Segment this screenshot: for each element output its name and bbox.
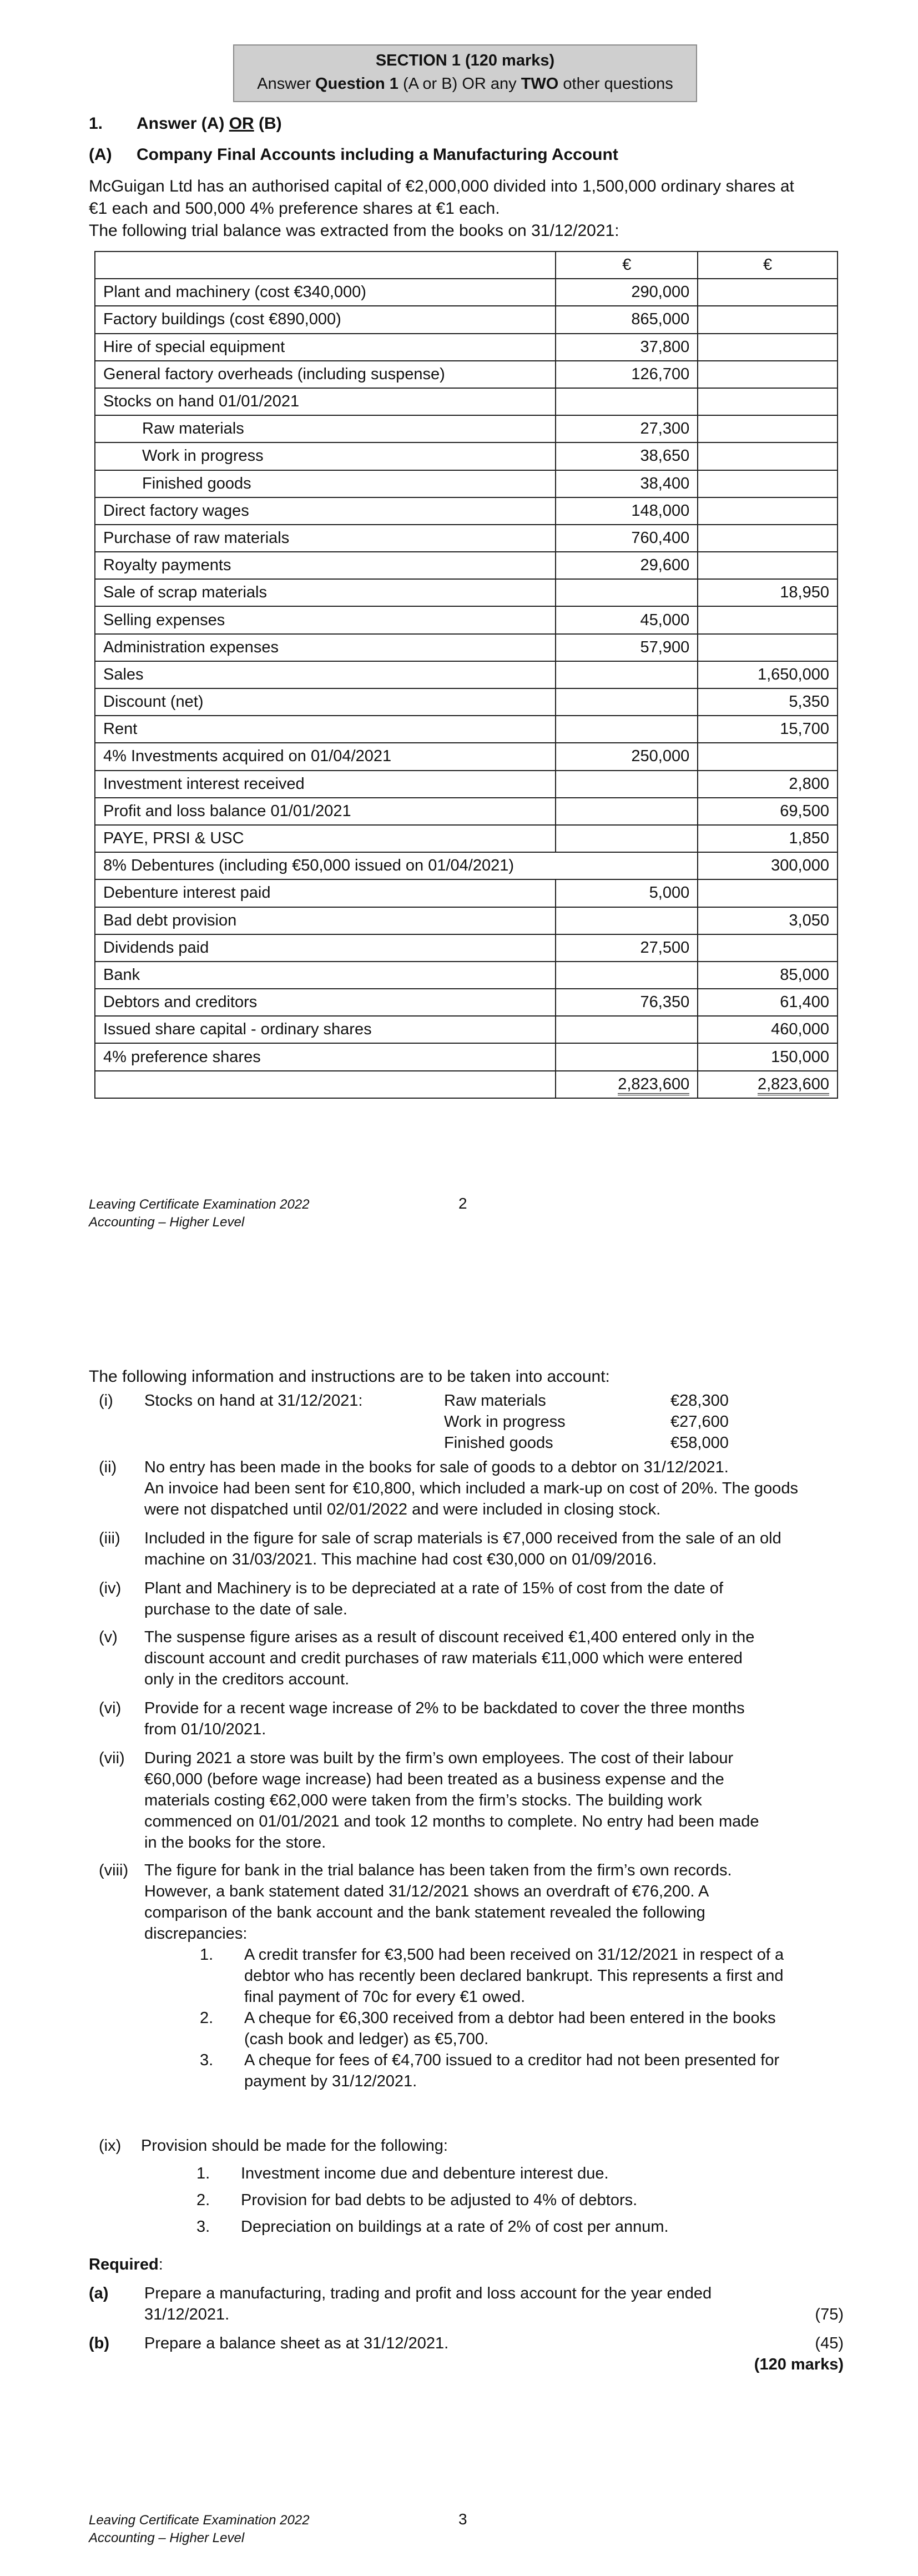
row-credit: [698, 879, 838, 907]
row-debit: [556, 962, 698, 989]
stock-name: Raw materials: [444, 1392, 546, 1410]
instruction-ix: (ix) Provision should be made for the following: 1. Investment income due and debenture interest due. 2. Provision for bad debts to be adjusted to 4% of debtors. 3. Depreciation on buildings at a rate of 2% of cost per annum.: [89, 2135, 855, 2268]
row-debit: 29,600: [556, 552, 698, 579]
total-debit: 2,823,600: [618, 1075, 689, 1095]
row-credit: [698, 361, 838, 388]
trial-balance-row: [95, 525, 838, 552]
footer: Leaving Certificate Examination 2022 Accounting – Higher Level: [89, 1197, 310, 1230]
row-label: Profit and loss balance 01/01/2021: [95, 798, 556, 825]
trial-balance-row: [95, 879, 838, 907]
row-debit: [556, 661, 698, 688]
trial-balance-row: [95, 415, 838, 442]
stock-row: [444, 1390, 777, 1411]
row-credit: [698, 497, 838, 525]
page-2: [0, 0, 918, 1277]
page-3: The following information and instructions are to be taken into account: (i) Stocks on hand at 31/12/2021: Raw materials €28,300 Work in progress €27,600 Finished goods €58,000 (ii) No entry has been made in the books for sale of goods to a debtor on 31/12/2021. An invoice had been sent for €10,800, which included a mark-up on cost of 20%. The goods were not dispatched until 02/01/2022 and were included in closing stock. (iii) Included in the figure for sale of scrap materials is €7,000 received from the sale of an old machine on 31/03/2021. This machine had cost €30,000 on 01/09/2016. (iv) Plant and Machinery is to be depreciated at a rate of 15% of cost from the date of purchase to the date of sale. (v) The suspense figure arises as a result of discount received €1,400 entered only in the discount account and credit purchases of raw materials €11,000 which were entered only in the creditors account. (vi) Provide for a recent wage increase of 2% to be backdated to cover the three months from 01/10/2021. (vii) During 2021 a store was built by the firm’s own employees. The cost of their labour €60,000 (before wage increase) had been treated as a business expense and the materials costing €62,000 were taken from the firm’s stocks. The building work commenced on 01/01/2021 and took 12 months to complete. No entry had been made in the books for the store. (viii) The figure for bank in the trial balance has been taken from the firm’s own records. However, a bank statement dated 31/12/2021 shows an overdraft of €76,200. A comparison of the bank account and the bank statement revealed the following discrepancies: 1. A credit transfer for €3,500 had been received on 31/12/2021 in respect of a debtor who has recently been declared bankrupt. This represents a first and final payment of 70c for every €1 owed. 2. A cheque for €6,300 received from a debtor had been entered in the books (cash book and ledger) as €5,700. 3. A cheque for fees of €4,700 issued to a creditor had not been presented for payment by 31/12/2021. (ix) Provision should be made for the following: 1. Investment income due and debenture interest due. 2. Provision for bad debts to be adjusted to 4% of debtors. 3. Depreciation on buildings at a rate of 2% of cost per annum. Required: (a) Prepare a manufacturing, trading and profit and loss account for the year ended 31/12/2021. (75) (b) Prepare a balance sheet as at 31/12/2021. (45) (120 marks) Leaving Certificate Examination 2022 Accounting – Higher Level 3: [0, 1332, 918, 2576]
required-section: Required: (a) Prepare a manufacturing, trading and profit and loss account for the year ended 31/12/2021. (75) (b) Prepare a balance sheet as at 31/12/2021. (45) (120 marks): [89, 2254, 844, 2375]
row-debit: [556, 825, 698, 852]
row-credit: [698, 279, 838, 306]
row-label: Direct factory wages: [95, 497, 556, 525]
row-credit: 61,400: [698, 989, 838, 1016]
trial-balance-row: [95, 361, 838, 388]
row-credit: 150,000: [698, 1043, 838, 1070]
stock-value: €28,300: [670, 1392, 729, 1410]
row-label: Factory buildings (cost €890,000): [95, 306, 556, 333]
row-label: Stocks on hand 01/01/2021: [95, 388, 556, 415]
row-debit: [556, 907, 698, 934]
trial-balance-row: [95, 716, 838, 743]
row-credit: [698, 606, 838, 633]
row-credit: 5,350: [698, 688, 838, 716]
row-debit: 760,400: [556, 525, 698, 552]
row-debit: [556, 688, 698, 716]
row-credit: [698, 552, 838, 579]
row-label: Bank: [95, 962, 556, 989]
row-debit: [556, 1016, 698, 1043]
row-credit: 18,950: [698, 579, 838, 606]
stock-value: €27,600: [670, 1413, 729, 1431]
row-debit: [556, 1043, 698, 1070]
row-label: 4% Investments acquired on 01/04/2021: [95, 743, 556, 770]
viii-subitem: 2. A cheque for €6,300 received from a debtor had been entered in the books (cash book and ledger) as €5,700.: [200, 2009, 776, 2048]
trial-balance-row: [95, 497, 838, 525]
row-credit: 85,000: [698, 962, 838, 989]
row-label: Rent: [95, 716, 556, 743]
row-credit: 1,850: [698, 825, 838, 852]
stock-value: €58,000: [670, 1434, 729, 1452]
required-a: (a) Prepare a manufacturing, trading and profit and loss account for the year ended 31/12/2021. (75): [89, 2283, 844, 2325]
row-label: Selling expenses: [95, 606, 556, 633]
trial-balance-row: [95, 743, 838, 770]
marks-b: (45): [815, 2334, 844, 2352]
row-label: Purchase of raw materials: [95, 525, 556, 552]
stock-row: [444, 1432, 777, 1453]
trial-balance-total-row: [95, 1071, 838, 1098]
trial-balance-row: [95, 688, 838, 716]
trial-balance-row: [95, 552, 838, 579]
part-a-label: (A): [89, 145, 112, 164]
row-label: Debenture interest paid: [95, 879, 556, 907]
stocks-label: Stocks on hand at 31/12/2021:: [144, 1392, 363, 1410]
trial-balance-row: [95, 907, 838, 934]
row-label: General factory overheads (including suspense): [95, 361, 556, 388]
row-label: 4% preference shares: [95, 1043, 556, 1070]
viii-sublist: [200, 1944, 855, 2092]
trial-balance-row: [95, 962, 838, 989]
trial-balance-table: [94, 251, 838, 1099]
row-credit: 69,500: [698, 798, 838, 825]
row-credit: 15,700: [698, 716, 838, 743]
trial-balance-row: [95, 579, 838, 606]
row-label: Raw materials: [95, 415, 556, 442]
row-credit: [698, 306, 838, 333]
trial-balance-row: [95, 989, 838, 1016]
trial-balance-row: [95, 306, 838, 333]
trial-balance-row: [95, 934, 838, 962]
row-credit: [698, 388, 838, 415]
page-number: 3: [458, 2510, 467, 2528]
ix-subitem: 1. Investment income due and debenture interest due.: [196, 2165, 609, 2182]
trial-balance-row: [95, 442, 838, 470]
page-number: 2: [458, 1195, 467, 1212]
row-label: Royalty payments: [95, 552, 556, 579]
row-debit: [556, 388, 698, 415]
row-credit: [698, 743, 838, 770]
row-label: Issued share capital - ordinary shares: [95, 1016, 556, 1043]
row-debit: 38,650: [556, 442, 698, 470]
trial-balance-row: [95, 334, 838, 361]
row-debit: 37,800: [556, 334, 698, 361]
footer: Leaving Certificate Examination 2022 Accounting – Higher Level: [89, 2513, 310, 2545]
row-label: Debtors and creditors: [95, 989, 556, 1016]
stock-row: [444, 1411, 777, 1432]
total-marks: (120 marks): [754, 2356, 844, 2373]
marks-a: (75): [815, 2306, 844, 2323]
info-intro: The following information and instructions are to be taken into account:: [89, 1367, 610, 1386]
trial-balance-row: [95, 825, 838, 852]
row-credit: [698, 934, 838, 962]
row-label: Sales: [95, 661, 556, 688]
row-debit: 126,700: [556, 361, 698, 388]
stock-name: Finished goods: [444, 1434, 553, 1452]
row-debit: 57,900: [556, 634, 698, 661]
row-debit: [556, 771, 698, 798]
trial-balance-row: [95, 661, 838, 688]
stock-name: Work in progress: [444, 1413, 566, 1431]
row-debit: 865,000: [556, 306, 698, 333]
row-debit: [556, 716, 698, 743]
trial-balance-row: [95, 279, 838, 306]
row-credit: 1,650,000: [698, 661, 838, 688]
row-credit: [698, 334, 838, 361]
section-banner: [233, 44, 697, 102]
row-credit: [698, 415, 838, 442]
row-credit: [698, 470, 838, 497]
row-credit: [698, 525, 838, 552]
required-b: (b) Prepare a balance sheet as at 31/12/2021. (45): [89, 2333, 844, 2354]
row-label: Plant and machinery (cost €340,000): [95, 279, 556, 306]
trial-balance-row: [95, 606, 838, 633]
trial-balance-row: [95, 771, 838, 798]
row-debit: [556, 798, 698, 825]
row-label: Hire of special equipment: [95, 334, 556, 361]
row-label: PAYE, PRSI & USC: [95, 825, 556, 852]
row-credit: [698, 442, 838, 470]
row-debit: 38,400: [556, 470, 698, 497]
trial-balance-row: [95, 634, 838, 661]
row-credit: 300,000: [698, 852, 838, 879]
trial-balance-row: [95, 798, 838, 825]
viii-subitem: 3. A cheque for fees of €4,700 issued to a creditor had not been presented for payment by 31/12/2021.: [200, 2051, 780, 2090]
trial-balance-row: [95, 1016, 838, 1043]
row-label: Investment interest received: [95, 771, 556, 798]
row-credit: 2,800: [698, 771, 838, 798]
trial-balance-row: [95, 388, 838, 415]
trial-balance-row: [95, 470, 838, 497]
ix-subitem: 3. Depreciation on buildings at a rate of 2% of cost per annum.: [196, 2218, 669, 2236]
row-label: Work in progress: [95, 442, 556, 470]
row-label: Sale of scrap materials: [95, 579, 556, 606]
total-credit: 2,823,600: [758, 1075, 829, 1095]
row-debit: 76,350: [556, 989, 698, 1016]
row-debit: 5,000: [556, 879, 698, 907]
debit-column-header: €: [556, 251, 698, 279]
row-label: Dividends paid: [95, 934, 556, 962]
row-label: Discount (net): [95, 688, 556, 716]
row-debit: [556, 579, 698, 606]
trial-balance-row: [95, 852, 838, 879]
row-credit: [698, 634, 838, 661]
required-title: Required: [89, 2256, 159, 2273]
section-title: SECTION 1 (120 marks): [375, 52, 555, 69]
row-credit: 460,000: [698, 1016, 838, 1043]
row-label: Finished goods: [95, 470, 556, 497]
viii-subitem: 1. A credit transfer for €3,500 had been received on 31/12/2021 in respect of a debtor who has recently been declared bankrupt. This represents a first and final payment of 70c for every €1 owed.: [200, 1946, 784, 2006]
intro-text: McGuigan Ltd has an authorised capital of €2,000,000 divided into 1,500,000 ordinary shares at €1 each and 500,000 4% preference shares at €1 each. The following trial balance was extracted from the books on 31/12/2021:: [89, 177, 794, 240]
row-debit: 27,500: [556, 934, 698, 962]
row-debit: 45,000: [556, 606, 698, 633]
row-label: 8% Debentures (including €50,000 issued on 01/04/2021): [95, 852, 698, 879]
trial-balance-header: [95, 251, 838, 279]
row-debit: 27,300: [556, 415, 698, 442]
row-credit: 3,050: [698, 907, 838, 934]
stocks-list: [444, 1390, 777, 1453]
row-label: Bad debt provision: [95, 907, 556, 934]
credit-column-header: €: [698, 251, 838, 279]
question-instruction: Answer (A) OR (B): [137, 114, 282, 133]
row-debit: 290,000: [556, 279, 698, 306]
ix-subitem: 2. Provision for bad debts to be adjusted to 4% of debtors.: [196, 2191, 638, 2209]
row-debit: 250,000: [556, 743, 698, 770]
question-number: 1.: [89, 114, 103, 133]
row-debit: 148,000: [556, 497, 698, 525]
trial-balance-row: [95, 1043, 838, 1070]
section-instruction: Answer Question 1 (A or B) OR any TWO other questions: [257, 75, 673, 93]
instruction-i: (i) Stocks on hand at 31/12/2021: Raw materials €28,300 Work in progress €27,600 Finished goods €58,000: [89, 1390, 855, 1457]
part-a-title: Company Final Accounts including a Manufacturing Account: [137, 145, 618, 164]
row-label: Administration expenses: [95, 634, 556, 661]
